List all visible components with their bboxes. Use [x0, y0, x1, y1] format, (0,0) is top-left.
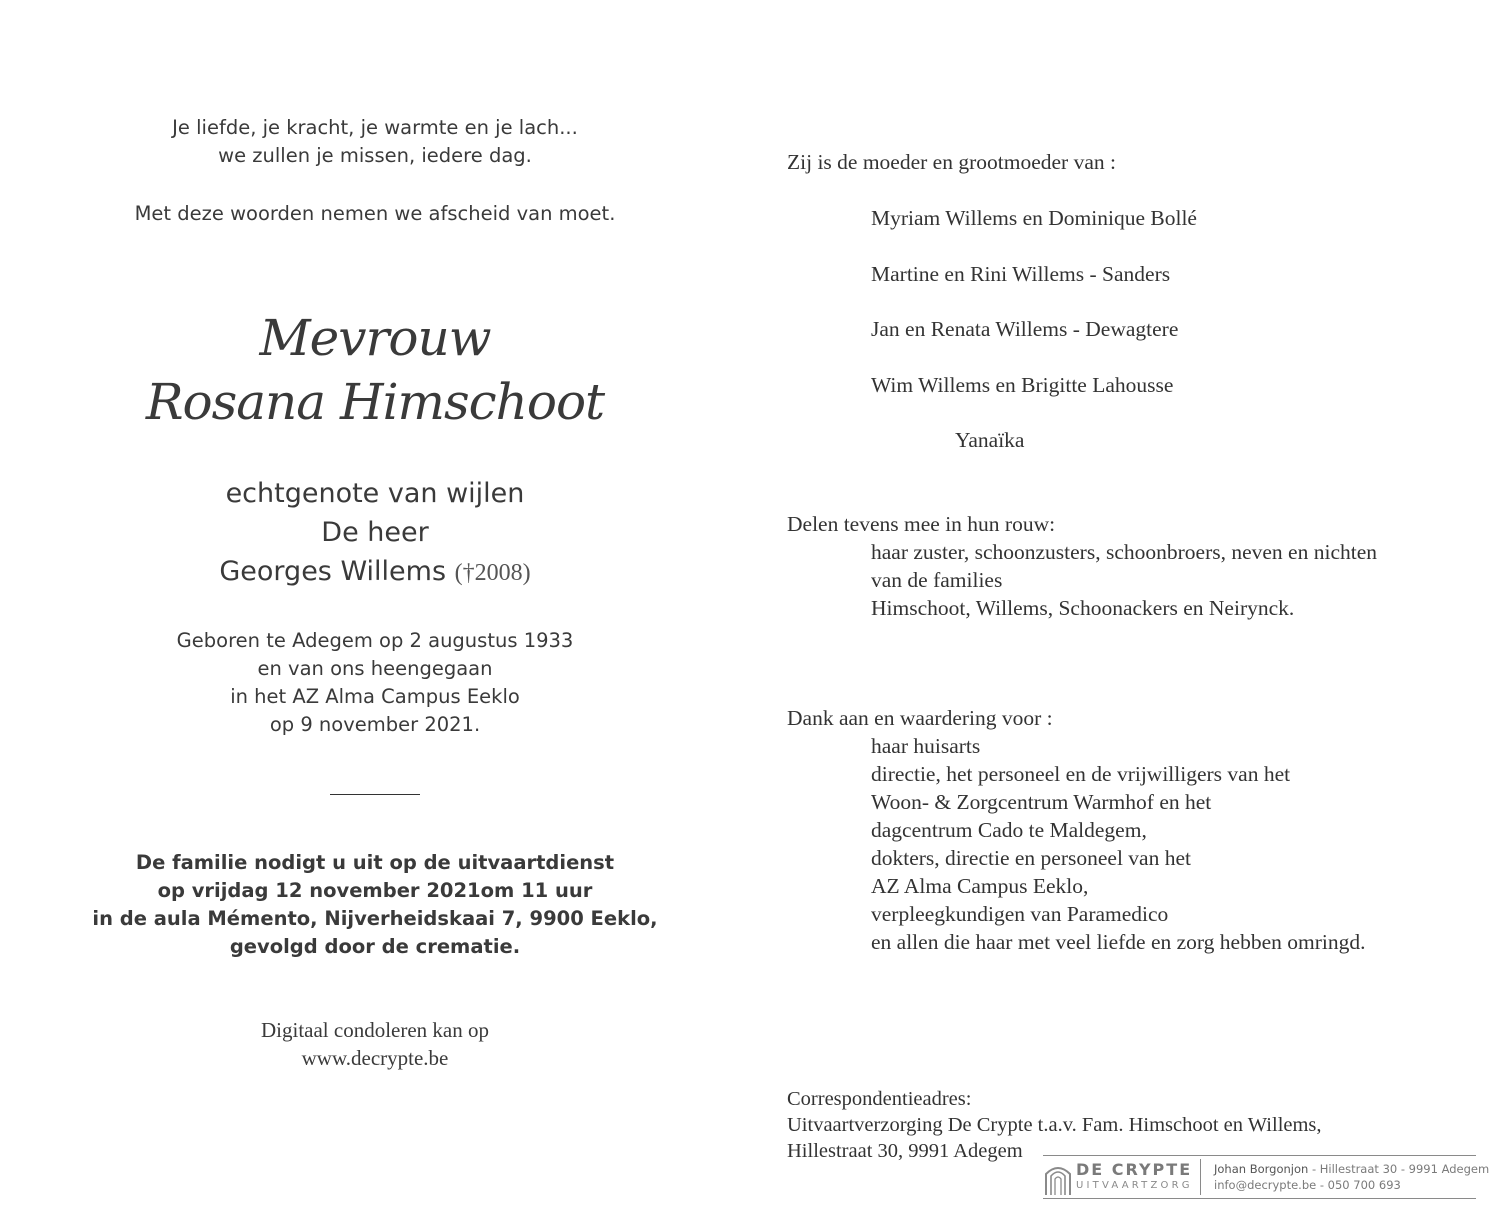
contact-line-2[interactable]: info@decrypte.be - 050 700 693 [1214, 1178, 1401, 1192]
logo-contact [1214, 1161, 1489, 1193]
thanks-line: dagcentrum Cado te Maldegem, [871, 818, 1147, 842]
thanks-line: verpleegkundigen van Paramedico [871, 902, 1169, 926]
thanks-intro: Dank aan en waardering voor : [787, 706, 1053, 730]
spouse-name: Georges Willems [219, 556, 447, 587]
deceased-name-block [60, 306, 690, 434]
spouse-intro: echtgenote van wijlen [225, 478, 525, 509]
contact-address: - Hillestraat 30 - 9991 Adegem [1308, 1162, 1490, 1176]
condole-link[interactable]: www.decrypte.be [301, 1046, 449, 1070]
thanks-line: Woon- & Zorgcentrum Warmhof en het [871, 790, 1212, 814]
thanks-block [787, 704, 1366, 956]
quote-line: Je liefde, je kracht, je warmte en je lach... [172, 116, 578, 139]
quote-line: we zullen je missen, iedere dag. [218, 144, 532, 167]
invite-line: in de aula Mémento, Nijverheidskaai 7, 9900 Eeklo, [92, 907, 658, 930]
crypt-arch-icon [1045, 1162, 1071, 1201]
correspondence-label: Correspondentieadres: [787, 1088, 972, 1110]
child-entry: Wim Willems en Brigitte Lahousse [871, 373, 1174, 397]
share-line: haar zuster, schoonzusters, schoonbroers, neven en nichten [871, 540, 1378, 564]
invite-line: gevolgd door de crematie. [229, 935, 521, 958]
grandchild-entry: Yanaïka [955, 428, 1025, 452]
spouse-year: (†2008) [454, 560, 531, 586]
thanks-line: en allen die haar met veel liefde en zorg hebben omringd. [871, 930, 1366, 954]
born-line: en van ons heengegaan [257, 657, 493, 680]
farewell-line: Met deze woorden nemen we afscheid van moet. [134, 202, 616, 225]
correspondence-line: Uitvaartverzorging De Crypte t.a.v. Fam. Himschoot en Willems, [787, 1114, 1322, 1136]
spouse-title: De heer [321, 517, 429, 548]
contact-person: Johan Borgonjon [1214, 1162, 1309, 1176]
thanks-line: dokters, directie en personeel van het [871, 846, 1191, 870]
logo-name: DE CRYPTE [1076, 1160, 1193, 1179]
opening-quote [60, 114, 690, 170]
children-intro: Zij is de moeder en grootmoeder van : [787, 150, 1116, 174]
spouse-line [60, 552, 690, 593]
condole-line: Digitaal condoleren kan op [260, 1018, 489, 1042]
birth-death-block [60, 627, 690, 739]
correspondence-line: Hillestraat 30, 9991 Adegem [787, 1140, 1023, 1162]
thanks-line: AZ Alma Campus Eeklo, [871, 874, 1089, 898]
share-intro: Delen tevens mee in hun rouw: [787, 512, 1056, 536]
child-entry: Martine en Rini Willems - Sanders [871, 262, 1171, 286]
thanks-line: directie, het personeel en de vrijwilligers van het [871, 762, 1291, 786]
thanks-line: haar huisarts [871, 734, 981, 758]
invite-line: De familie nodigt u uit op de uitvaartdienst [135, 851, 615, 874]
funeral-invite-block [60, 849, 690, 961]
child-entry: Myriam Willems en Dominique Bollé [871, 206, 1197, 230]
born-line: Geboren te Adegem op 2 augustus 1933 [176, 629, 574, 652]
divider [330, 794, 420, 795]
spouse-block [60, 474, 690, 593]
logo-top-rule [1043, 1155, 1476, 1156]
contact-line-1 [1214, 1161, 1489, 1177]
share-block [787, 510, 1377, 622]
condolence-block [60, 1016, 690, 1072]
logo-separator [1200, 1159, 1201, 1195]
invite-line: op vrijdag 12 november 2021om 11 uur [157, 879, 593, 902]
share-line: van de families [871, 568, 1003, 592]
child-entry: Jan en Renata Willems - Dewagtere [871, 317, 1179, 341]
born-line: op 9 november 2021. [269, 713, 481, 736]
share-line: Himschoot, Willems, Schoonackers en Neirynck. [871, 596, 1295, 620]
logo-subtitle: UITVAARTZORG [1076, 1180, 1193, 1191]
correspondence-block [787, 1086, 1322, 1164]
deceased-title: Mevrouw [259, 309, 491, 367]
deceased-name: Rosana Himschoot [145, 373, 605, 431]
logo-bottom-rule [1043, 1198, 1476, 1199]
born-line: in het AZ Alma Campus Eeklo [230, 685, 520, 708]
